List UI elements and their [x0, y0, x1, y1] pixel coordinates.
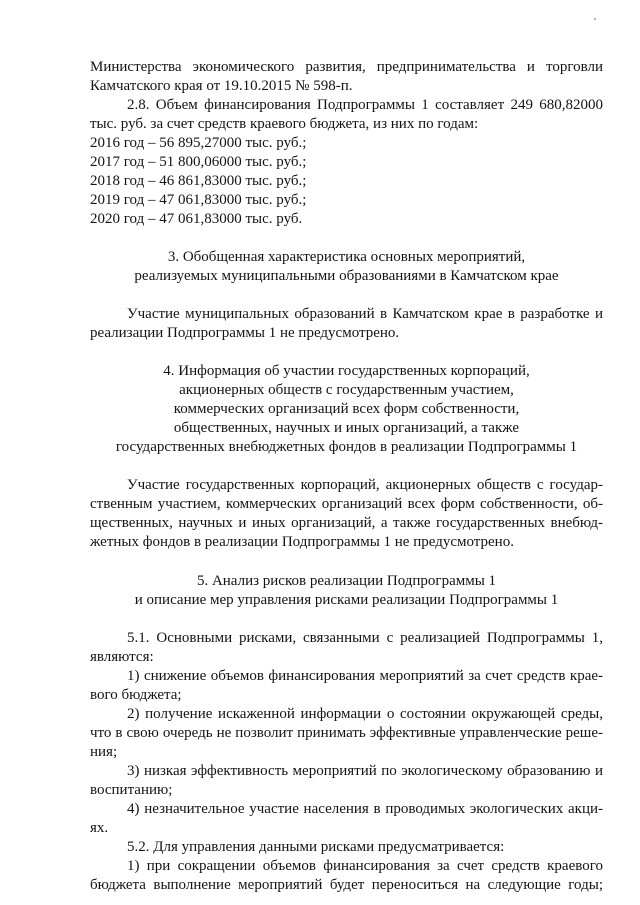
scan-speck	[594, 18, 596, 20]
text-line: ях.	[90, 820, 109, 836]
heading-line: 5. Анализ рисков реализации Подпрограммы 1	[196, 573, 497, 589]
text-line: щественных, научных и иных организаций, а также государственных внебюд-	[90, 515, 603, 531]
text-line: 1) при сокращении объемов финансирования за счет средств краевого	[127, 858, 603, 874]
text-line: жетных фондов в реализации Подпрограммы 1 не предусмотрено.	[90, 534, 514, 550]
text-line: 3) низкая эффективность мероприятий по экологическому образованию и	[127, 763, 603, 779]
text-line: вого бюджета;	[90, 687, 182, 703]
heading-line: 4. Информация об участии государственных корпораций,	[163, 363, 530, 379]
text-line: 2) получение искаженной информации о состоянии окружающей среды,	[127, 706, 603, 722]
text-line: Камчатского края от 19.10.2015 № 598-п.	[90, 78, 353, 94]
heading-line: и описание мер управления рисками реализации Подпрограммы 1	[134, 592, 559, 608]
text-line: что в свою очередь не позволит принимать эффективные управленческие реше-	[90, 725, 603, 741]
text-line: 2019 год – 47 061,83000 тыс. руб.;	[90, 192, 307, 208]
text-line: 1) снижение объемов финансирования мероприятий за счет средств крае-	[127, 668, 603, 684]
heading-line: коммерческих организаций всех форм собственности,	[173, 401, 520, 417]
text-line: 5.2. Для управления данными рисками предусматривается:	[127, 839, 505, 855]
heading-line: общественных, научных и иных организаций, а также	[173, 420, 520, 436]
text-line: Участие муниципальных образований в Камчатском крае в разработке и	[127, 306, 603, 322]
text-line: Участие государственных корпораций, акционерных обществ с государ-	[127, 477, 603, 493]
text-line: 2020 год – 47 061,83000 тыс. руб.	[90, 211, 303, 227]
text-line: ния;	[90, 744, 118, 760]
text-line: 2.8. Объем финансирования Подпрограммы 1 составляет 249 680,82000	[127, 97, 603, 113]
text-line: 5.1. Основными рисками, связанными с реализацией Подпрограммы 1,	[127, 630, 603, 646]
text-line: Министерства экономического развития, предпринимательства и торговли	[90, 59, 603, 75]
text-line: бюджета выполнение мероприятий будет переноситься на следующие годы;	[90, 877, 603, 893]
text-line: ственным участием, коммерческих организаций всех форм собственности, об-	[90, 496, 603, 512]
text-line: 4) незначительное участие населения в проводимых экологических акци-	[127, 801, 603, 817]
text-line: воспитанию;	[90, 782, 173, 798]
heading-line: акционерных обществ с государственным участием,	[179, 382, 514, 398]
text-line: 2016 год – 56 895,27000 тыс. руб.;	[90, 135, 307, 151]
text-line: 2017 год – 51 800,06000 тыс. руб.;	[90, 154, 307, 170]
text-line: тыс. руб. за счет средств краевого бюджета, из них по годам:	[90, 116, 479, 132]
text-line: 2018 год – 46 861,83000 тыс. руб.;	[90, 173, 307, 189]
heading-line: реализуемых муниципальными образованиями в Камчатском крае	[134, 268, 559, 284]
heading-line: 3. Обобщенная характеристика основных мероприятий,	[167, 249, 526, 265]
text-line: являются:	[90, 649, 154, 665]
text-line: реализации Подпрограммы 1 не предусмотрено.	[90, 325, 400, 341]
heading-line: государственных внебюджетных фондов в реализации Подпрограммы 1	[115, 439, 578, 455]
